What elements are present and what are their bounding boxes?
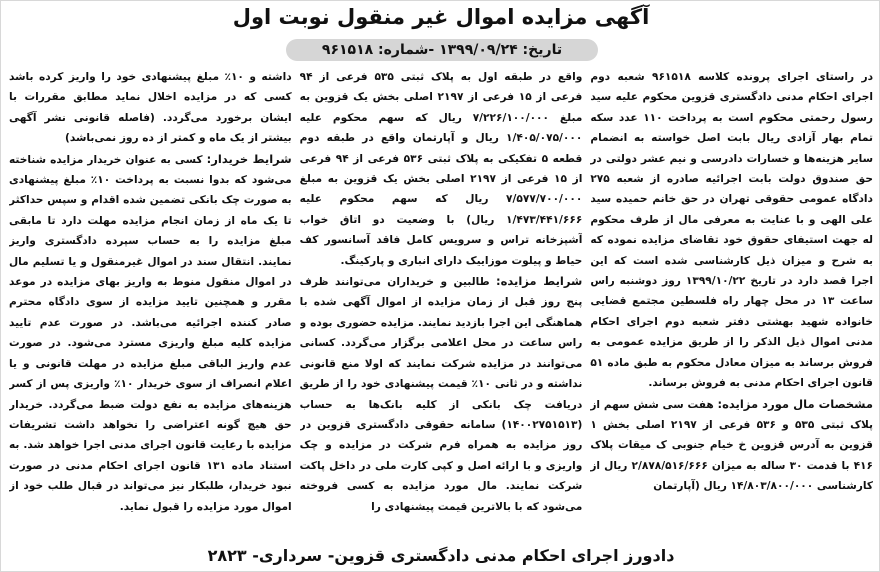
column-left-text: داشته و ۱۰٪ مبلغ پیشنهادی خود را واریز کرده باشد کسی که در مزایده اخلال نماید مطابق مقررات با ایشان برخورد می‌گردد. (فاصله قانونی نشر آگهی بیشتر از یک ماه و کمتر از ده روز نمی‌باشد) — [8, 71, 292, 145]
column-right-section — [590, 394, 873, 497]
property-spec-heading: مشخصات مال مورد مزایده: — [717, 396, 873, 411]
auction-terms-heading: شرایط مزایده: — [495, 274, 583, 289]
column-left — [9, 67, 292, 535]
column-right-text: در راستای اجرای پرونده کلاسه ۹۶۱۵۱۸ شعبه دوم اجرای احکام مدنی دادگستری قزوین محکوم علیه سید رسول رحمتی محکوم است به پرداخت ۱۱۰ عدد سکه تمام بهار آزادی ریال بابت اصل خواسته به انضمام سایر هزینه‌ها و خسارات دادرسی و نیم عشر دولتی در حق صندوق دولت بابت اجرائیه صادره از شعبه ۲۷۵ دادگاه عمومی حقوقی تهران در حق خانم حمیده سید علی الهی و با عنایت به معرفی مال از طرف محکوم له جهت استیفای حقوق خود تقاضای مزایده نموده که به شرح و میزان ذیل کارشناسی شده است که این اجرا قصد دارد در تاریخ ۱۳۹۹/۱۰/۲۲ روز دوشنبه راس ساعت ۱۳ در محل چهار راه فلسطین مجتمع قضایی خانواده شهید بهشتی دفتر شعبه دوم اجرای احکام مدنی اموال ذیل الذکر را از طریق مزایده عمومی به فروش برساند به میزان معادل محکوم به طبق ماده ۵۱ قانون اجرای احکام مدنی به فروش برساند. — [590, 71, 873, 390]
notice-signature: دادورز اجرای احکام مدنی دادگستری قزوین- سرداری- ۲۸۲۳ — [207, 546, 675, 565]
notice-title: آگهی مزایده اموال غیر منقول نوبت اول — [232, 5, 650, 29]
column-right — [590, 67, 873, 535]
notice-columns — [9, 67, 873, 535]
column-middle-text: واقع در طبقه اول به پلاک ثبتی ۵۳۵ فرعی از ۹۴ فرعی از ۱۵ فرعی از ۲۱۹۷ اصلی بخش یک قزوین به مبلغ ۷/۲۲۶/۱۰۰/۰۰۰ ریال که سهم محکوم علیه ۱/۴۰۵/۰۷۵/۰۰۰ ریال و آپارتمان واقع در طبقه دوم قطعه ۵ تفکیکی به پلاک ثبتی ۵۳۶ فرعی از ۹۴ فرعی از ۱۵ فرعی از ۲۱۹۷ اصلی بخش یک قزوین به مبلغ ۷/۵۷۷/۷۰۰/۰۰۰ ریال که سهم محکوم علیه ۱/۴۷۳/۴۴۱/۶۶۶ ریال) با وضعیت دو اتاق خواب آشپزخانه تراس و سرویس کامل فاقد آسانسور کف حیاط و پیلوت موزاییک دارای انباری و پارکینگ. — [299, 71, 583, 267]
column-middle — [300, 67, 583, 535]
buyer-terms-heading: شرایط خریدار: — [206, 151, 292, 166]
auction-terms-text: طالبین و خریداران می‌توانند ظرف پنج روز قبل از زمان مزایده از اموال آگهی شده با هماهنگی این اجرا بازدید نمایند. مزایده حضوری بوده و راس ساعت در محل اعلامی برگزار می‌گردد. کسانی می‌توانند در مزایده شرکت نمایند که اولا منع قانونی نداشته و در ثانی ۱۰٪ قیمت پیشنهادی خود را از طریق دریافت چک بانکی از کلیه بانک‌ها به حساب (۱۴۰۰۲۷۵۱۵۱۳) سامانه حقوقی دادگستری قزوین در روز مزایده به همراه فرم شرکت در مزایده و چک واریزی و با ارائه اصل و کپی کارت ملی در داخل پاکت شرکت نمایند. مال مورد مزایده به کسی فروخته می‌شود که با بالاترین قیمت پیشنهادی را — [299, 276, 583, 513]
column-middle-section — [300, 271, 583, 517]
column-left-section — [9, 149, 292, 517]
date-number-bar: تاریخ: ۱۳۹۹/۰۹/۲۴ -شماره: ۹۶۱۵۱۸ — [286, 39, 598, 61]
property-spec-text: هفت سی شش سهم از پلاک ثبتی ۵۳۵ و ۵۳۶ فرعی از ۲۱۹۷ اصلی بخش ۱ قزوین به آدرس قزوین خ خیام جنوبی ک میقات پلاک ۴۱۶ با قدمت ۳۰ ساله به میزان ۲/۸۷۸/۵۱۶/۶۶۶ ریال از کارشناسی ۱۴/۸۰۳/۸۰۰/۰۰۰ ریال (آپارتمان — [590, 398, 873, 493]
buyer-terms-text: کسی به عنوان خریدار مزایده شناخته می‌شود که بدوا نسبت به پرداخت ۱۰٪ مبلغ پیشنهادی به صورت چک بانکی تضمین شده اقدام و سپس حداکثر تا یک ماه از زمان انجام مزایده مهلت دارد تا مابقی مبلغ مزایده را به حساب سپرده دادگستری واریز نمایند. انتقال سند در اموال غیرمنقول و یا تسلیم مال در اموال منقول منوط به واریز بهای مزایده در موعد مقرر و همچنین تایید مزایده از سوی دادگاه محترم صادر کننده اجرائیه می‌باشد. در صورت عدم تایید مزایده کلیه مبلغ واریزی مسترد می‌شود. در صورت عدم واریز الباقی مبلغ مزایده در مهلت قانونی و یا اعلام انصراف از سوی خریدار ۱۰٪ واریزی پس از کسر هزینه‌های مزایده به نفع دولت ضبط می‌گردد. خریدار حق هیچ گونه اعتراضی را نخواهد داشت تشریفات مزایده با رعایت قانون اجرای مدنی اجرا خواهد شد. به استناد ماده ۱۳۱ قانون اجرای احکام مدنی در صورت نبود خریدار، طلبکار نیز می‌تواند در قبال طلب خود از اموال مورد مزایده را قبول نماید. — [8, 153, 292, 513]
